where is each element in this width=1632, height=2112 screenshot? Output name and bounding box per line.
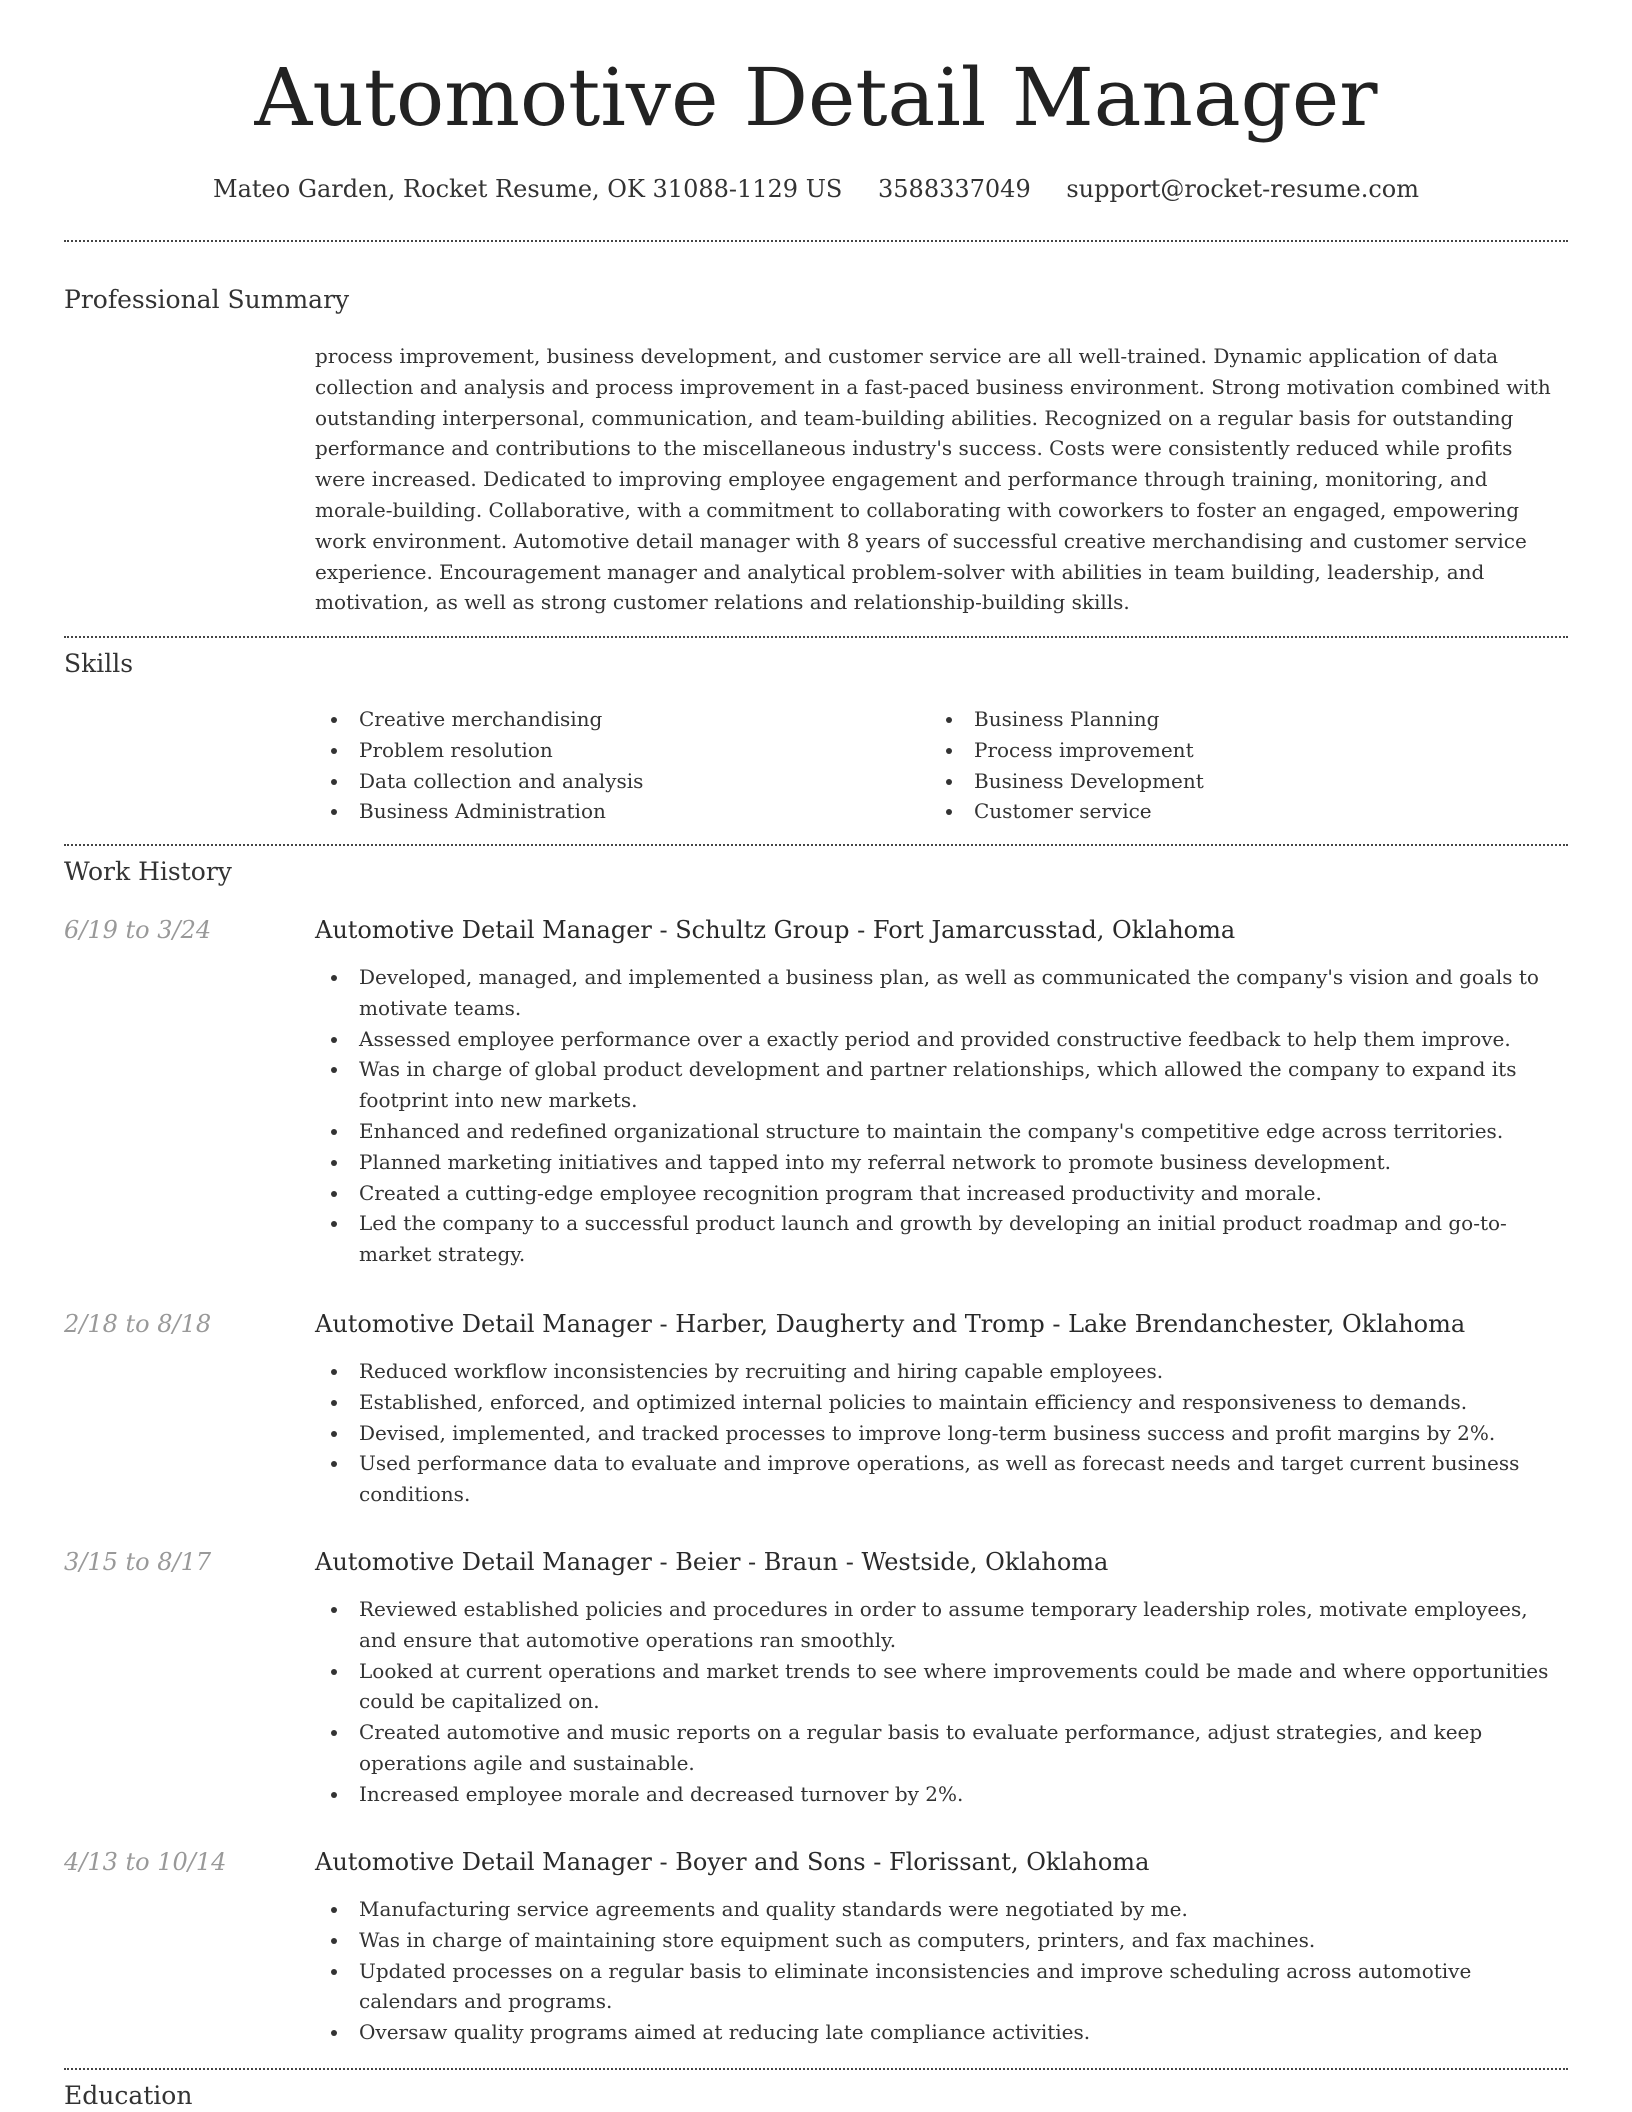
- job-title: Automotive Detail Manager - Beier - Braun - Westside, Oklahoma: [315, 1548, 1109, 1576]
- job-bullet: Led the company to a successful product launch and growth by developing an initial product roadmap and go-to-market strategy.: [315, 1208, 1567, 1270]
- job-title: Automotive Detail Manager - Schultz Group - Fort Jamarcusstad, Oklahoma: [315, 916, 1236, 944]
- divider: [64, 240, 1568, 242]
- contact-email[interactable]: support@rocket-resume.com: [1066, 175, 1419, 203]
- divider: [64, 636, 1568, 638]
- job-title: Automotive Detail Manager - Harber, Daugherty and Tromp - Lake Brendanchester, Oklahoma: [315, 1310, 1466, 1338]
- job-dates: 3/15 to 8/17: [64, 1548, 212, 1576]
- job-bullet: Was in charge of maintaining store equipment such as computers, printers, and fax machines.: [315, 1925, 1567, 1956]
- job-bullet: Established, enforced, and optimized internal policies to maintain efficiency and responsiveness to demands.: [315, 1387, 1567, 1418]
- job-dates: 4/13 to 10/14: [64, 1848, 227, 1876]
- job-bullet: Looked at current operations and market trends to see where improvements could be made and where opportunities could be capitalized on.: [315, 1656, 1567, 1718]
- divider: [64, 2068, 1568, 2070]
- resume-title: Automotive Detail Manager: [254, 51, 1378, 144]
- skill-item: Data collection and analysis: [315, 766, 930, 797]
- skill-item: Customer service: [930, 796, 1545, 827]
- job-bullets: [315, 1594, 1567, 1810]
- job-bullet: Planned marketing initiatives and tapped into my referral network to promote business development.: [315, 1147, 1567, 1178]
- job-bullet: Enhanced and redefined organizational structure to maintain the company's competitive edge across territories.: [315, 1116, 1567, 1147]
- job-bullet: Reduced workflow inconsistencies by recruiting and hiring capable employees.: [315, 1356, 1567, 1387]
- summary-heading: Professional Summary: [64, 285, 350, 314]
- contact-phone: 3588337049: [878, 175, 1031, 203]
- job-dates: 2/18 to 8/18: [64, 1310, 212, 1338]
- skill-item: Business Development: [930, 766, 1545, 797]
- job-bullet: Oversaw quality programs aimed at reducing late compliance activities.: [315, 2017, 1567, 2048]
- skill-item: Business Administration: [315, 796, 930, 827]
- skills-list: [315, 704, 1565, 827]
- contact-line: [0, 172, 1632, 206]
- job-bullet: Used performance data to evaluate and improve operations, as well as forecast needs and target current business conditions.: [315, 1448, 1567, 1510]
- job-dates: 6/19 to 3/24: [64, 916, 212, 944]
- skills-column-left: [315, 704, 930, 827]
- job-bullet: Devised, implemented, and tracked processes to improve long-term business success and profit margins by 2%.: [315, 1418, 1567, 1449]
- job-bullet: Reviewed established policies and procedures in order to assume temporary leadership roles, motivate employees, and ensure that automotive operations ran smoothly.: [315, 1594, 1567, 1656]
- skills-column-right: [930, 704, 1545, 827]
- skill-item: Business Planning: [930, 704, 1545, 735]
- job-bullet: Created a cutting-edge employee recognition program that increased productivity and morale.: [315, 1178, 1567, 1209]
- job-bullet: Updated processes on a regular basis to eliminate inconsistencies and improve scheduling across automotive calendars and programs.: [315, 1956, 1567, 2018]
- job-bullet: Created automotive and music reports on a regular basis to evaluate performance, adjust strategies, and keep operations agile and sustainable.: [315, 1717, 1567, 1779]
- job-bullet: Increased employee morale and decreased turnover by 2%.: [315, 1779, 1567, 1810]
- job-bullet: Assessed employee performance over a exactly period and provided constructive feedback to help them improve.: [315, 1024, 1567, 1055]
- job-bullets: [315, 962, 1567, 1270]
- skill-item: Process improvement: [930, 735, 1545, 766]
- divider: [64, 844, 1568, 846]
- job-bullets: [315, 1356, 1567, 1510]
- job-bullets: [315, 1894, 1567, 2048]
- summary-text: process improvement, business development, and customer service are all well-trained. Dynamic application of data collection and analysis and process improvement in a fast-paced business environment. Strong motivation combined with outstanding interpersonal, communication, and team-building abilities. Recognized on a regular basis for outstanding performance and contributions to the miscellaneous industry's success. Costs were consistently reduced while profits were increased. Dedicated to improving employee engagement and performance through training, monitoring, and morale-building. Collaborative, with a commitment to collaborating with coworkers to foster an engaged, empowering work environment. Automotive detail manager with 8 years of successful creative merchandising and customer service experience. Encouragement manager and analytical problem-solver with abilities in team building, leadership, and motivation, as well as strong customer relations and relationship-building skills.: [315, 344, 1551, 615]
- contact-address: Mateo Garden, Rocket Resume, OK 31088-1129 US: [213, 175, 843, 203]
- skills-heading: Skills: [64, 649, 134, 678]
- job-title: Automotive Detail Manager - Boyer and Sons - Florissant, Oklahoma: [315, 1848, 1150, 1876]
- skill-item: Problem resolution: [315, 735, 930, 766]
- job-bullet: Manufacturing service agreements and quality standards were negotiated by me.: [315, 1894, 1567, 1925]
- skill-item: Creative merchandising: [315, 704, 930, 735]
- job-bullet: Was in charge of global product development and partner relationships, which allowed the company to expand its footprint into new markets.: [315, 1054, 1567, 1116]
- education-heading: Education: [64, 2081, 193, 2110]
- work-history-heading: Work History: [64, 857, 232, 886]
- job-bullet: Developed, managed, and implemented a business plan, as well as communicated the company's vision and goals to motivate teams.: [315, 962, 1567, 1024]
